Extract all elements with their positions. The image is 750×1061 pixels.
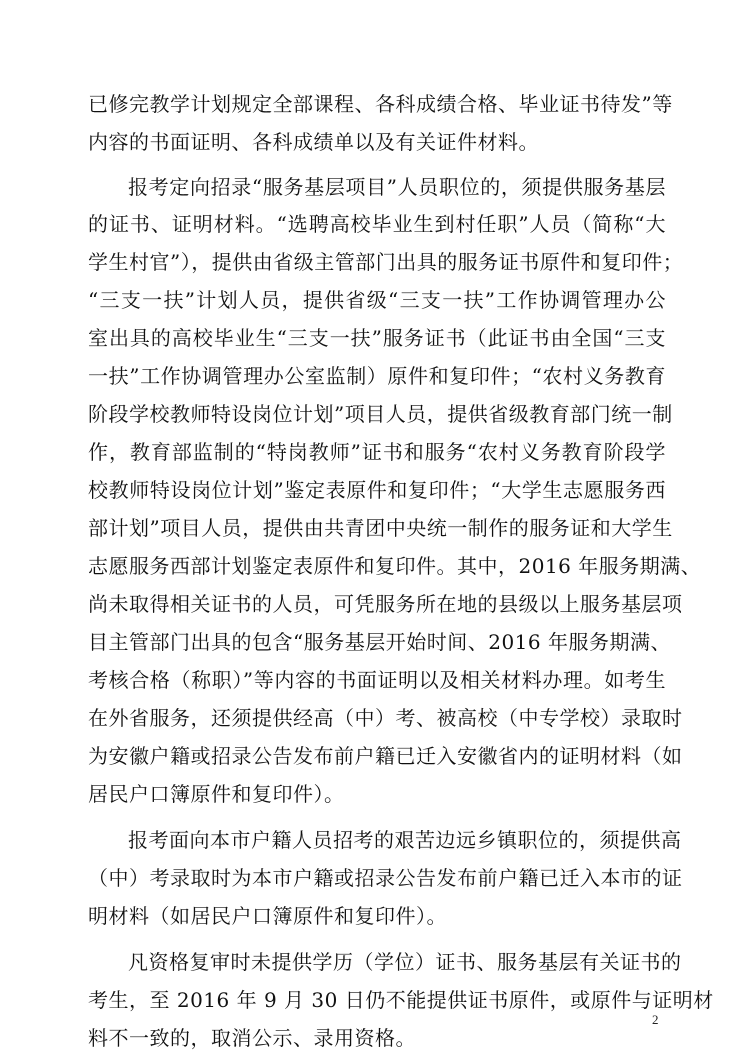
text-line: “三支一扶”计划人员，提供省级“三支一扶”工作协调管理办公 bbox=[88, 288, 666, 312]
text-line: 已修完教学计划规定全部课程、各科成绩合格、毕业证书待发”等 bbox=[88, 92, 673, 116]
text-line: 部计划”项目人员，提供由共青团中央统一制作的服务证和大学生 bbox=[88, 516, 673, 540]
page-number: 2 bbox=[652, 1012, 659, 1027]
text-line: 在外省服务，还须提供经高（中）考、被高校（中专学校）录取时 bbox=[88, 706, 683, 730]
text-line: 居民户口簿原件和复印件）。 bbox=[88, 782, 345, 806]
text-line: （中）考录取时为本市户籍或招录公告发布前户籍已迁入本市的证 bbox=[88, 866, 683, 890]
text-line: 尚未取得相关证书的人员，可凭服务所在地的县级以上服务基层项 bbox=[88, 592, 683, 616]
text-line: 的证书、证明材料。“选聘高校毕业生到村任职”人员（简称“大 bbox=[88, 212, 666, 236]
text-line: 考核合格（称职）”等内容的书面证明以及相关材料办理。如考生 bbox=[88, 668, 666, 692]
text-line: 料不一致的，取消公示、录用资格。 bbox=[88, 1026, 416, 1050]
text-line: 作，教育部监制的“特岗教师”证书和服务“农村义务教育阶段学 bbox=[88, 440, 666, 464]
text-line: 校教师特设岗位计划”鉴定表原件和复印件；“大学生志愿服务西 bbox=[88, 478, 666, 502]
text-line: 为安徽户籍或招录公告发布前户籍已迁入安徽省内的证明材料（如 bbox=[88, 744, 683, 768]
text-line: 室出具的高校毕业生“三支一扶”服务证书（此证书由全国“三支 bbox=[88, 326, 666, 350]
text-line: 一扶”工作协调管理办公室监制）原件和复印件；“农村义务教育 bbox=[88, 364, 666, 388]
text-line: 目主管部门出具的包含“服务基层开始时间、2016 年服务期满、 bbox=[88, 630, 671, 654]
text-line: 明材料（如居民户口簿原件和复印件）。 bbox=[88, 904, 447, 928]
text-line: 内容的书面证明、各科成绩单以及有关证件材料。 bbox=[88, 130, 539, 154]
paragraph-start-line: 报考面向本市户籍人员招考的艰苦边远乡镇职位的，须提供高 bbox=[128, 828, 682, 852]
text-line: 考生，至 2016 年 9 月 30 日仍不能提供证书原件，或原件与证明材 bbox=[88, 988, 714, 1012]
text-line: 学生村官”），提供由省级主管部门出具的服务证书原件和复印件； bbox=[88, 250, 684, 274]
text-line: 阶段学校教师特设岗位计划”项目人员，提供省级教育部门统一制 bbox=[88, 402, 673, 426]
paragraph-start-line: 报考定向招录“服务基层项目”人员职位的，须提供服务基层 bbox=[128, 175, 666, 199]
text-line: 志愿服务西部计划鉴定表原件和复印件。其中，2016 年服务期满、 bbox=[88, 554, 702, 578]
paragraph-start-line: 凡资格复审时未提供学历（学位）证书、服务基层有关证书的 bbox=[128, 950, 682, 974]
